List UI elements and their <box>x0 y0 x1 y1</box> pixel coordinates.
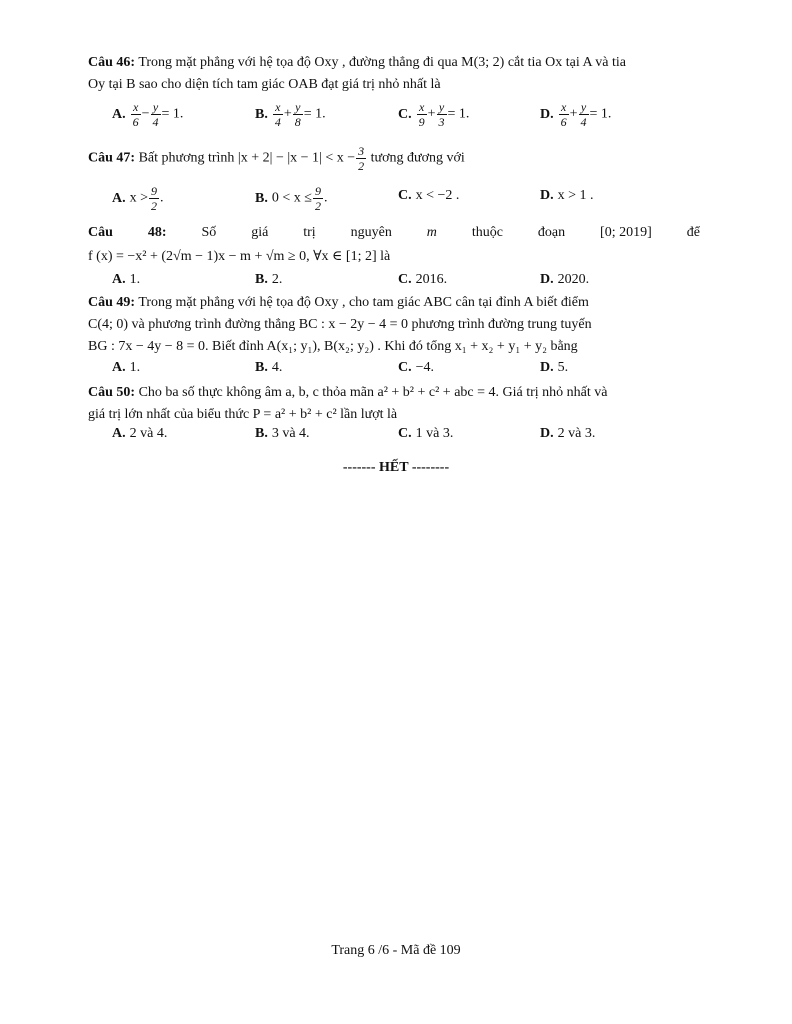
question-text-line <box>88 222 700 244</box>
question-text: Bất phương trình |x + 2| − |x − 1| < x − <box>138 150 356 166</box>
option-label: A. <box>112 426 126 441</box>
word: nguyên <box>350 225 392 240</box>
option-d[interactable] <box>540 272 589 288</box>
fraction: $\frac{x}{6}$ <box>560 100 567 129</box>
options-50 <box>112 426 702 450</box>
option-a[interactable] <box>112 426 167 442</box>
fraction: $\frac{9}{2}$ <box>314 184 321 213</box>
options-49 <box>112 360 702 384</box>
question-text-line: Trong mặt phẳng với hệ tọa độ Oxy , cho tam giác ABC cân tại đỉnh A biết điểm <box>138 295 589 310</box>
option-label: C. <box>398 272 412 287</box>
word: để <box>686 225 700 240</box>
question-number: Câu 49: <box>88 295 136 310</box>
equation-rhs: = 1. <box>161 106 184 122</box>
option-text: 3 và 4. <box>271 426 310 441</box>
question-47 <box>88 144 700 173</box>
option-text: . <box>160 190 164 206</box>
question-number: 48: <box>147 225 167 240</box>
fraction: $\frac{x}{9}$ <box>418 100 425 129</box>
option-label: D. <box>540 272 554 287</box>
option-label: C. <box>398 106 412 122</box>
end-marker: ------- HẾT -------- <box>342 460 450 475</box>
option-d[interactable] <box>540 188 594 204</box>
option-text: x < −2 . <box>415 188 460 203</box>
option-a[interactable] <box>112 184 164 213</box>
fraction: $\frac{y}{4}$ <box>152 100 159 129</box>
option-label: B. <box>255 360 268 375</box>
word: giá <box>251 225 269 240</box>
option-label: B. <box>255 426 268 441</box>
word: thuộc <box>471 225 503 240</box>
option-text: 1 và 3. <box>415 426 454 441</box>
option-text: 0 < x ≤ <box>271 190 312 206</box>
option-b[interactable] <box>255 426 310 442</box>
option-label: A. <box>112 360 126 375</box>
option-text: 2. <box>271 272 283 287</box>
question-text-line: Oy tại B sao cho diện tích tam giác OAB đạt giá trị nhỏ nhất là <box>88 77 441 92</box>
operator: − <box>141 106 150 122</box>
option-text: 2020. <box>557 272 590 287</box>
option-d[interactable] <box>540 426 595 442</box>
fraction: $\frac{y}{4}$ <box>580 100 587 129</box>
option-label: A. <box>112 190 126 206</box>
option-label: B. <box>255 106 268 122</box>
word: m <box>426 225 437 240</box>
option-label: D. <box>540 106 554 122</box>
question-text-line: C(4; 0) và phương trình đường thẳng BC : x − 2y − 4 = 0 phương trình đường trung tuyến <box>88 317 592 332</box>
question-text-line: f (x) = −x² + (2√m − 1)x − m + √m ≥ 0, ∀x ∈ [1; 2] là <box>88 249 391 264</box>
option-c[interactable] <box>398 360 434 376</box>
option-label: D. <box>540 360 554 375</box>
fraction: $\frac{x}{6}$ <box>132 100 139 129</box>
fraction: $\frac{y}{8}$ <box>294 100 301 129</box>
question-text-line: BG : 7x − 4y − 8 = 0. Biết đỉnh A(x₁; y₁), B(x₂; y₂) . Khi đó tổng x₁ + x₂ + y₁ + y₂ bằng <box>88 339 578 354</box>
option-text: 1. <box>129 360 141 375</box>
question-text-line: giá trị lớn nhất của biểu thức P = a² + b² + c² lần lượt là <box>88 407 398 422</box>
option-c[interactable] <box>398 426 453 442</box>
option-label: B. <box>255 272 268 287</box>
question-46 <box>88 52 700 96</box>
question-48 <box>88 222 700 268</box>
option-label: A. <box>112 106 126 122</box>
question-49 <box>88 292 700 358</box>
option-c[interactable] <box>398 188 459 204</box>
option-c[interactable] <box>398 100 469 129</box>
option-text: 5. <box>557 360 569 375</box>
option-b[interactable] <box>255 360 282 376</box>
word: Số <box>201 225 217 240</box>
fraction: $\frac{9}{2}$ <box>151 184 158 213</box>
operator: + <box>569 106 578 122</box>
option-text: 4. <box>271 360 283 375</box>
option-text: x > 1 . <box>557 188 594 203</box>
fraction: $\frac{x}{4}$ <box>274 100 281 129</box>
question-number: Câu <box>88 225 113 240</box>
option-a[interactable] <box>112 100 183 129</box>
question-50 <box>88 382 700 426</box>
option-text: 2016. <box>415 272 448 287</box>
options-47 <box>112 184 702 213</box>
option-text: . <box>323 190 328 206</box>
question-text-line: Trong mặt phẳng với hệ tọa độ Oxy , đường thẳng đi qua M(3; 2) cắt tia Ox tại A và tia <box>138 55 627 70</box>
option-text: 2 và 4. <box>129 426 168 441</box>
option-text: 2 và 3. <box>557 426 596 441</box>
options-46 <box>112 100 702 129</box>
option-text: 1. <box>129 272 141 287</box>
equation-rhs: = 1. <box>447 106 470 122</box>
option-text: −4. <box>415 360 435 375</box>
question-number: Câu 47: <box>88 150 136 166</box>
operator: + <box>427 106 436 122</box>
page-footer: Trang 6 /6 - Mã đề 109 <box>331 943 461 958</box>
option-label: C. <box>398 188 412 203</box>
option-d[interactable] <box>540 360 568 376</box>
option-label: C. <box>398 360 412 375</box>
word: [0; 2019] <box>600 225 652 240</box>
option-a[interactable] <box>112 360 140 376</box>
equation-rhs: = 1. <box>589 106 612 122</box>
question-number: Câu 46: <box>88 55 136 70</box>
option-label: A. <box>112 272 126 287</box>
option-b[interactable] <box>255 100 326 129</box>
question-text: tương đương với <box>370 150 465 166</box>
fraction: $\frac{3}{2}$ <box>358 144 365 173</box>
option-label: C. <box>398 426 412 441</box>
option-a[interactable] <box>112 272 140 288</box>
question-number: Câu 50: <box>88 385 136 400</box>
option-c[interactable] <box>398 272 447 288</box>
equation-rhs: = 1. <box>303 106 326 122</box>
operator: + <box>283 106 292 122</box>
option-b[interactable] <box>255 184 327 213</box>
option-d[interactable] <box>540 100 611 129</box>
fraction: $\frac{y}{3}$ <box>438 100 445 129</box>
option-label: D. <box>540 188 554 203</box>
word: đoạn <box>537 225 566 240</box>
option-b[interactable] <box>255 272 282 288</box>
option-label: B. <box>255 190 268 206</box>
word: trị <box>303 225 316 240</box>
question-text-line: Cho ba số thực không âm a, b, c thỏa mãn a² + b² + c² + abc = 4. Giá trị nhỏ nhất và <box>138 385 608 400</box>
option-label: D. <box>540 426 554 441</box>
option-text: x > <box>129 190 149 206</box>
